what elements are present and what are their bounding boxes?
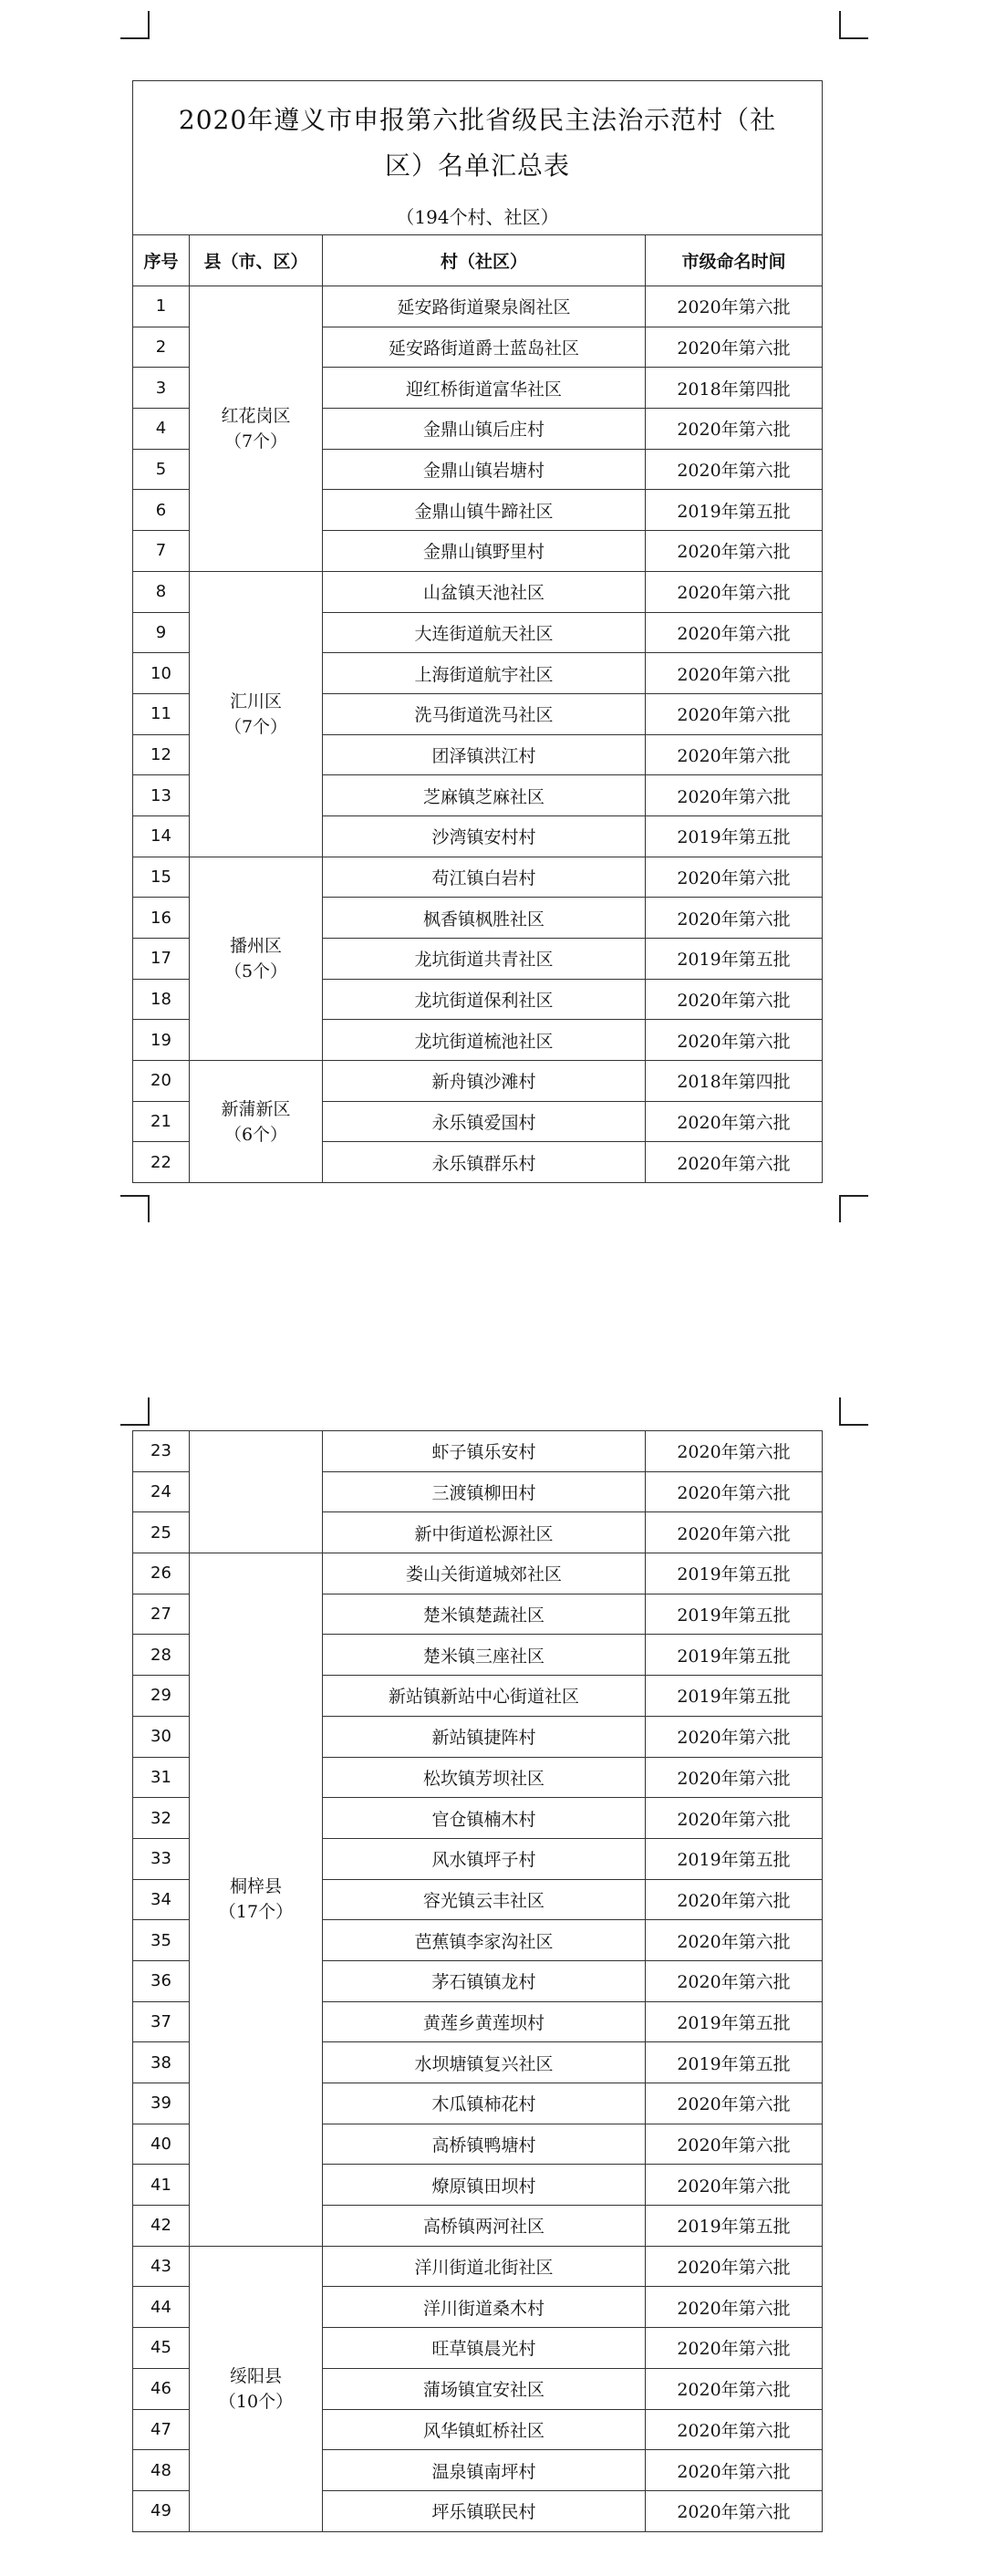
village-name: 高桥镇鸭塘村 [323, 2124, 646, 2165]
row-number: 48 [133, 2450, 190, 2491]
crop-mark [120, 37, 150, 39]
county-cell [190, 571, 323, 857]
village-name: 松坎镇芳坝社区 [323, 1757, 646, 1798]
village-name: 高桥镇两河社区 [323, 2206, 646, 2247]
row-number: 25 [133, 1512, 190, 1553]
village-name: 迎红桥街道富华社区 [323, 368, 646, 409]
county-cell-continued [190, 1431, 323, 1553]
naming-time: 2020年第六批 [646, 1471, 823, 1512]
row-number: 23 [133, 1431, 190, 1472]
village-name: 茅石镇镇龙村 [323, 1960, 646, 2001]
naming-time: 2020年第六批 [646, 857, 823, 898]
row-number: 13 [133, 775, 190, 816]
naming-time: 2020年第六批 [646, 2083, 823, 2124]
village-name: 楚米镇楚蔬社区 [323, 1594, 646, 1635]
naming-time: 2020年第六批 [646, 2450, 823, 2491]
village-name: 三渡镇柳田村 [323, 1471, 646, 1512]
village-name: 枫香镇枫胜社区 [323, 898, 646, 939]
village-name: 芝麻镇芝麻社区 [323, 775, 646, 816]
naming-time: 2020年第六批 [646, 653, 823, 694]
county-name: 新蒲新区 [221, 1098, 291, 1119]
village-name: 新站镇捷阵村 [323, 1716, 646, 1757]
naming-time: 2020年第六批 [646, 2368, 823, 2409]
crop-mark [120, 1424, 150, 1426]
row-number: 43 [133, 2246, 190, 2287]
village-name: 上海街道航宇社区 [323, 653, 646, 694]
naming-time: 2020年第六批 [646, 1101, 823, 1142]
row-number: 39 [133, 2083, 190, 2124]
row-number: 15 [133, 857, 190, 898]
row-number: 24 [133, 1471, 190, 1512]
crop-mark [148, 1397, 150, 1425]
village-name: 水坝塘镇复兴社区 [323, 2042, 646, 2083]
row-number: 29 [133, 1676, 190, 1717]
village-name: 龙坑街道保利社区 [323, 979, 646, 1020]
header-seq: 序号 [133, 235, 190, 286]
county-name: 桐梓县 [229, 1876, 282, 1897]
county-name: 播州区 [229, 935, 282, 956]
naming-time: 2019年第五批 [646, 2206, 823, 2247]
county-count: （7个） [223, 716, 288, 737]
naming-time: 2020年第六批 [646, 1512, 823, 1553]
village-name: 金鼎山镇岩塘村 [323, 449, 646, 490]
village-name: 黄莲乡黄莲坝村 [323, 2001, 646, 2042]
row-number: 4 [133, 409, 190, 450]
village-name: 龙坑街道共青社区 [323, 939, 646, 980]
row-number: 1 [133, 286, 190, 327]
village-name: 楚米镇三座社区 [323, 1635, 646, 1676]
table-row [133, 1061, 823, 1102]
naming-time: 2020年第六批 [646, 1431, 823, 1472]
county-count: （10个） [218, 2391, 294, 2412]
row-number: 10 [133, 653, 190, 694]
header-county: 县（市、区） [190, 235, 323, 286]
village-name: 沙湾镇安村村 [323, 815, 646, 857]
table-row [133, 1431, 823, 1472]
naming-time: 2020年第六批 [646, 2165, 823, 2206]
row-number: 20 [133, 1061, 190, 1102]
naming-time: 2020年第六批 [646, 531, 823, 572]
naming-time: 2020年第六批 [646, 1020, 823, 1061]
table-row [133, 571, 823, 612]
row-number: 21 [133, 1101, 190, 1142]
row-number: 26 [133, 1553, 190, 1594]
row-number: 49 [133, 2490, 190, 2531]
village-name: 大连街道航天社区 [323, 612, 646, 653]
document-title: 2020年遵义市申报第六批省级民主法治示范村（社区）名单汇总表 [133, 81, 823, 197]
village-name: 新中街道松源社区 [323, 1512, 646, 1553]
naming-time: 2020年第六批 [646, 1960, 823, 2001]
row-number: 14 [133, 815, 190, 857]
naming-time: 2020年第六批 [646, 286, 823, 327]
row-number: 17 [133, 939, 190, 980]
crop-mark [839, 11, 841, 38]
naming-time: 2019年第五批 [646, 815, 823, 857]
county-cell [190, 286, 323, 572]
village-name: 洋川街道北街社区 [323, 2246, 646, 2287]
naming-time: 2020年第六批 [646, 2328, 823, 2369]
village-name: 金鼎山镇野里村 [323, 531, 646, 572]
header-village: 村（社区） [323, 235, 646, 286]
village-name: 燎原镇田坝村 [323, 2165, 646, 2206]
row-number: 30 [133, 1716, 190, 1757]
naming-time: 2020年第六批 [646, 409, 823, 450]
village-name: 坪乐镇联民村 [323, 2490, 646, 2531]
village-name: 金鼎山镇牛蹄社区 [323, 490, 646, 531]
village-name: 旺草镇晨光村 [323, 2328, 646, 2369]
village-name: 苟江镇白岩村 [323, 857, 646, 898]
row-number: 9 [133, 612, 190, 653]
naming-time: 2020年第六批 [646, 1716, 823, 1757]
village-name: 延安路街道爵士蓝岛社区 [323, 327, 646, 368]
village-name: 新舟镇沙滩村 [323, 1061, 646, 1102]
naming-time: 2020年第六批 [646, 327, 823, 368]
row-number: 28 [133, 1635, 190, 1676]
naming-time: 2019年第五批 [646, 1676, 823, 1717]
row-number: 34 [133, 1879, 190, 1920]
village-name: 延安路街道聚泉阁社区 [323, 286, 646, 327]
naming-time: 2019年第五批 [646, 1553, 823, 1594]
row-number: 40 [133, 2124, 190, 2165]
row-number: 8 [133, 571, 190, 612]
naming-time: 2020年第六批 [646, 2287, 823, 2328]
village-name: 娄山关街道城郊社区 [323, 1553, 646, 1594]
naming-time: 2020年第六批 [646, 1879, 823, 1920]
county-cell [190, 1553, 323, 2247]
county-count: （17个） [218, 1902, 294, 1923]
crop-mark [839, 1397, 841, 1425]
naming-time: 2019年第五批 [646, 1838, 823, 1879]
county-count: （6个） [223, 1124, 288, 1145]
naming-time: 2020年第六批 [646, 775, 823, 816]
table-row [133, 286, 823, 327]
naming-time: 2020年第六批 [646, 898, 823, 939]
naming-time: 2020年第六批 [646, 2246, 823, 2287]
village-name: 芭蕉镇李家沟社区 [323, 1920, 646, 1961]
naming-time: 2020年第六批 [646, 2490, 823, 2531]
naming-time: 2020年第六批 [646, 2409, 823, 2450]
village-name: 温泉镇南坪村 [323, 2450, 646, 2491]
naming-time: 2020年第六批 [646, 979, 823, 1020]
village-name: 蒲场镇宜安社区 [323, 2368, 646, 2409]
row-number: 7 [133, 531, 190, 572]
summary-table-page-2 [132, 1430, 823, 2532]
row-number: 22 [133, 1142, 190, 1183]
naming-time: 2020年第六批 [646, 449, 823, 490]
row-number: 11 [133, 693, 190, 734]
naming-time: 2018年第四批 [646, 368, 823, 409]
naming-time: 2019年第五批 [646, 1635, 823, 1676]
row-number: 46 [133, 2368, 190, 2409]
naming-time: 2019年第五批 [646, 2042, 823, 2083]
county-name: 汇川区 [229, 691, 282, 712]
county-cell [190, 2246, 323, 2531]
naming-time: 2020年第六批 [646, 1920, 823, 1961]
crop-mark [839, 1195, 868, 1197]
village-name: 官仓镇楠木村 [323, 1798, 646, 1839]
county-name: 绥阳县 [229, 2365, 282, 2386]
naming-time: 2020年第六批 [646, 693, 823, 734]
village-name: 洋川街道桑木村 [323, 2287, 646, 2328]
village-name: 永乐镇群乐村 [323, 1142, 646, 1183]
row-number: 47 [133, 2409, 190, 2450]
village-name: 永乐镇爱国村 [323, 1101, 646, 1142]
row-number: 42 [133, 2206, 190, 2247]
naming-time: 2020年第六批 [646, 2124, 823, 2165]
county-count: （7个） [223, 431, 288, 452]
row-number: 44 [133, 2287, 190, 2328]
naming-time: 2020年第六批 [646, 734, 823, 775]
county-cell [190, 1061, 323, 1183]
table-row [133, 857, 823, 898]
row-number: 5 [133, 449, 190, 490]
row-number: 19 [133, 1020, 190, 1061]
crop-mark [120, 1195, 150, 1197]
village-name: 山盆镇天池社区 [323, 571, 646, 612]
naming-time: 2020年第六批 [646, 1142, 823, 1183]
row-number: 32 [133, 1798, 190, 1839]
naming-time: 2019年第五批 [646, 939, 823, 980]
row-number: 31 [133, 1757, 190, 1798]
crop-mark [839, 1195, 841, 1222]
row-number: 6 [133, 490, 190, 531]
row-number: 41 [133, 2165, 190, 2206]
row-number: 27 [133, 1594, 190, 1635]
naming-time: 2019年第五批 [646, 1594, 823, 1635]
county-cell [190, 857, 323, 1060]
naming-time: 2020年第六批 [646, 571, 823, 612]
table-row [133, 1553, 823, 1594]
row-number: 33 [133, 1838, 190, 1879]
village-name: 洗马街道洗马社区 [323, 693, 646, 734]
crop-mark [148, 11, 150, 38]
row-number: 18 [133, 979, 190, 1020]
crop-mark [839, 1424, 868, 1426]
header-time: 市级命名时间 [646, 235, 823, 286]
village-name: 团泽镇洪江村 [323, 734, 646, 775]
naming-time: 2018年第四批 [646, 1061, 823, 1102]
row-number: 2 [133, 327, 190, 368]
table-row [133, 2246, 823, 2287]
village-name: 龙坑街道梳池社区 [323, 1020, 646, 1061]
village-name: 金鼎山镇后庄村 [323, 409, 646, 450]
row-number: 16 [133, 898, 190, 939]
village-name: 虾子镇乐安村 [323, 1431, 646, 1472]
village-name: 新站镇新站中心街道社区 [323, 1676, 646, 1717]
naming-time: 2019年第五批 [646, 490, 823, 531]
row-number: 36 [133, 1960, 190, 2001]
county-name: 红花岗区 [221, 405, 291, 426]
naming-time: 2019年第五批 [646, 2001, 823, 2042]
naming-time: 2020年第六批 [646, 1757, 823, 1798]
summary-table-page-1 [132, 80, 823, 1183]
row-number: 38 [133, 2042, 190, 2083]
row-number: 35 [133, 1920, 190, 1961]
row-number: 3 [133, 368, 190, 409]
row-number: 45 [133, 2328, 190, 2369]
crop-mark [148, 1195, 150, 1222]
village-name: 风水镇坪子村 [323, 1838, 646, 1879]
crop-mark [839, 37, 868, 39]
naming-time: 2020年第六批 [646, 612, 823, 653]
document-subtitle: （194个村、社区） [133, 196, 823, 235]
naming-time: 2020年第六批 [646, 1798, 823, 1839]
village-name: 木瓜镇柿花村 [323, 2083, 646, 2124]
row-number: 12 [133, 734, 190, 775]
village-name: 容光镇云丰社区 [323, 1879, 646, 1920]
village-name: 风华镇虹桥社区 [323, 2409, 646, 2450]
county-count: （5个） [223, 961, 288, 982]
row-number: 37 [133, 2001, 190, 2042]
